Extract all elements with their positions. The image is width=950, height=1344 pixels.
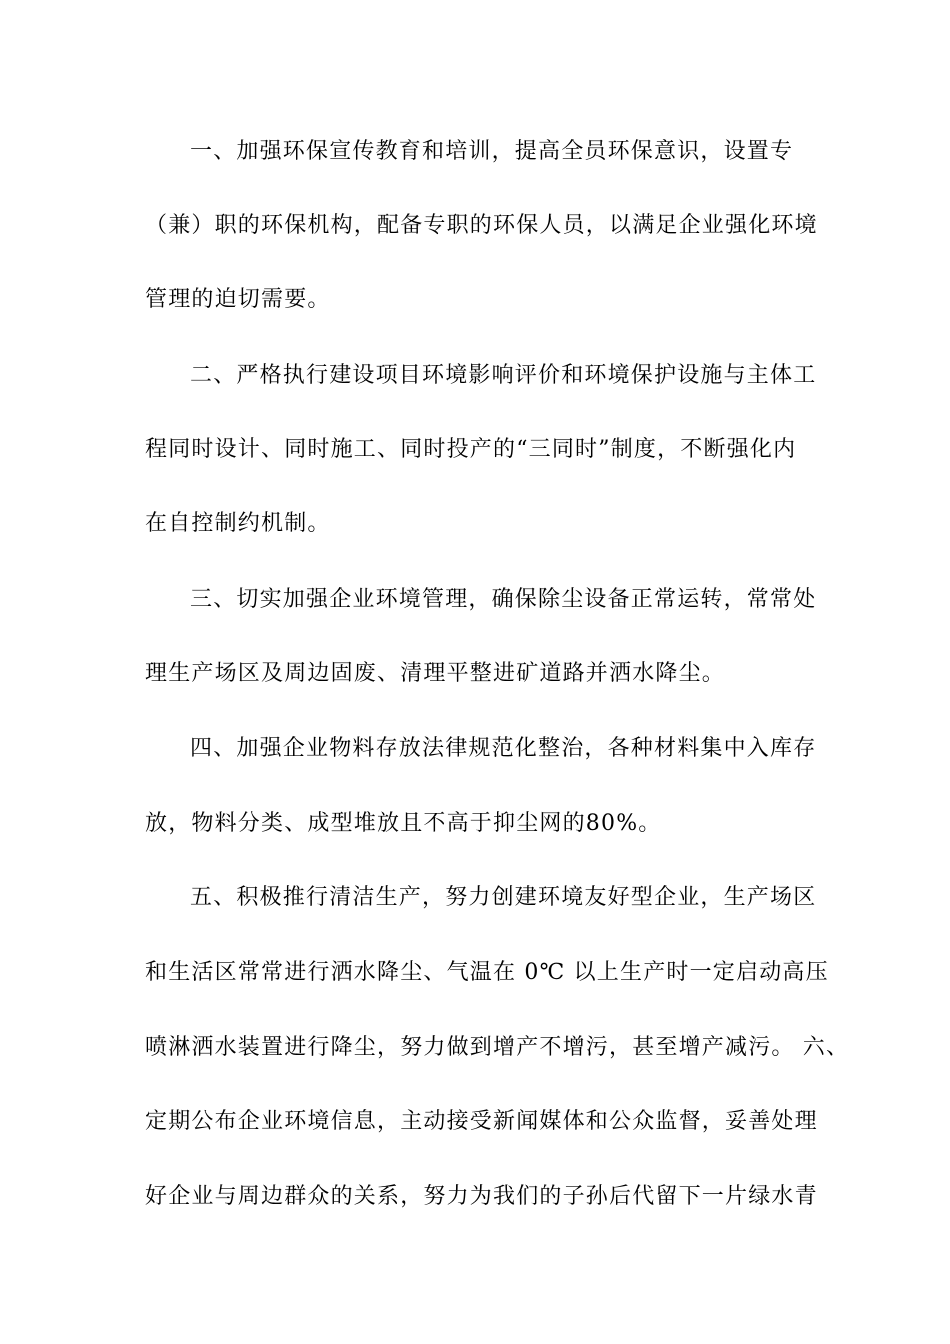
text-line: （兼）职的环保机构，配备专职的环保人员，以满足企业强化环境 [145,213,818,238]
text-line: 二、严格执行建设项目环境影响评价和环境保护设施与主体工 [190,363,817,388]
text-line: 喷淋洒水装置进行降尘，努力做到增产不增污，甚至增产减污。 六、 [145,1035,850,1060]
text-line: 和生活区常常进行洒水降尘、气温在 0℃ 以上生产时一定启动高压 [145,960,829,985]
text-line: 好企业与周边群众的关系，努力为我们的子孙后代留下一片绿水青 [145,1184,818,1209]
text-line: 管理的迫切需要。 [145,287,331,312]
text-line: 放，物料分类、成型堆放且不高于抑尘网的80%。 [145,811,662,836]
text-line: 四、加强企业物料存放法律规范化整治，各种材料集中入库存 [190,736,817,761]
text-line: 一、加强环保宣传教育和培训，提高全员环保意识，设置专 [190,139,794,164]
text-line: 在自控制约机制。 [145,511,331,536]
text-line: 程同时设计、同时施工、同时投产的“三同时”制度，不断强化内 [145,437,797,462]
text-line: 理生产场区及周边固废、清理平整进矿道路并洒水降尘。 [145,661,726,686]
text-line: 三、切实加强企业环境管理，确保除尘设备正常运转，常常处 [190,587,817,612]
text-line: 五、积极推行清洁生产，努力创建环境友好型企业，生产场区 [190,885,817,910]
text-line: 定期公布企业环境信息，主动接受新闻媒体和公众监督，妥善处理 [145,1109,818,1134]
